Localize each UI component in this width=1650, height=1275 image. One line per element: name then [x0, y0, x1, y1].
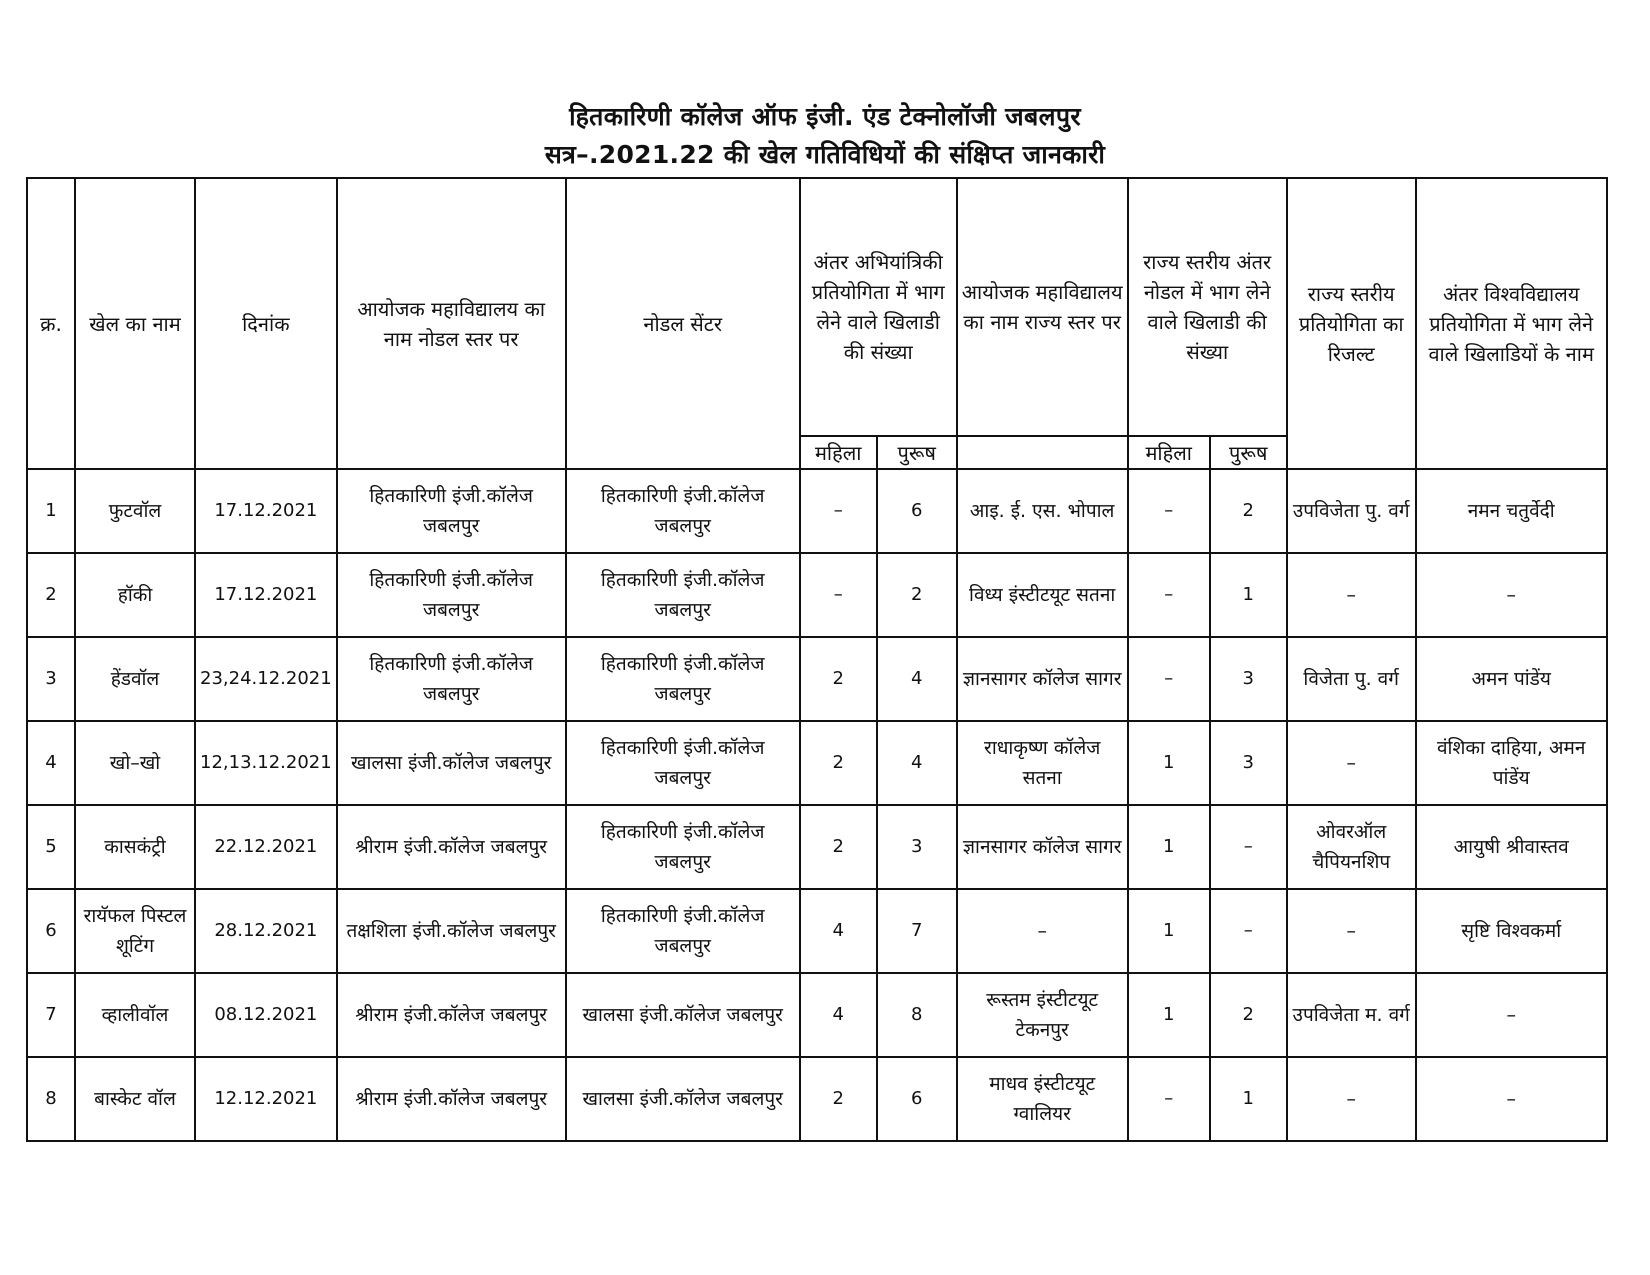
cell-sn-male: – — [1210, 889, 1287, 973]
cell-state-result: – — [1287, 721, 1416, 805]
cell-organizer-nodal: हितकारिणी इंजी.कॉलेज जबलपुर — [337, 469, 566, 553]
cell-sport: रायॅफल पिस्टल शूटिंग — [75, 889, 195, 973]
cell-sport: कासकंट्री — [75, 805, 195, 889]
cell-ie-male: 4 — [877, 637, 957, 721]
cell-ie-male: 6 — [877, 469, 957, 553]
cell-sn-female: 1 — [1128, 889, 1210, 973]
cell-organizer-state: माधव इंस्टीटयूट ग्वालियर — [957, 1057, 1128, 1141]
cell-state-result: ओवरऑल चैपियनशिप — [1287, 805, 1416, 889]
cell-sno: 5 — [27, 805, 75, 889]
header-organizer-state: आयोजक महाविद्यालय का नाम राज्य स्तर पर — [957, 178, 1128, 436]
cell-organizer-state: ज्ञानसागर कॉलेज सागर — [957, 637, 1128, 721]
session-title: सत्र–.2021.22 की खेल गतिविधियों की संक्षिप्त जानकारी — [544, 140, 1106, 169]
header-ie-female: महिला — [800, 436, 877, 469]
cell-organizer-nodal: श्रीराम इंजी.कॉलेज जबलपुर — [337, 973, 566, 1057]
table-row — [27, 1057, 1607, 1141]
cell-organizer-state: ज्ञानसागर कॉलेज सागर — [957, 805, 1128, 889]
cell-date: 17.12.2021 — [195, 469, 337, 553]
cell-sno: 8 — [27, 1057, 75, 1141]
cell-sn-female: – — [1128, 1057, 1210, 1141]
table-row — [27, 637, 1607, 721]
header-state-inter-nodal: राज्य स्तरीय अंतर नोडल में भाग लेने वाले खिलाडी की संख्या — [1128, 178, 1287, 436]
cell-inter-university: सृष्टि विश्वकर्मा — [1416, 889, 1607, 973]
cell-sn-female: – — [1128, 637, 1210, 721]
cell-state-result: उपविजेता म. वर्ग — [1287, 973, 1416, 1057]
header-state-result: राज्य स्तरीय प्रतियोगिता का रिजल्ट — [1287, 178, 1416, 469]
cell-sn-male: 1 — [1210, 1057, 1287, 1141]
cell-state-result: उपविजेता पु. वर्ग — [1287, 469, 1416, 553]
cell-ie-female: 4 — [800, 973, 877, 1057]
cell-ie-female: – — [800, 553, 877, 637]
cell-inter-university: आयुषी श्रीवास्तव — [1416, 805, 1607, 889]
table-row — [27, 973, 1607, 1057]
cell-sno: 3 — [27, 637, 75, 721]
college-title: हितकारिणी कॉलेज ऑफ इंजी. एंड टेक्नोलॉजी जबलपुर — [569, 102, 1081, 131]
cell-date: 12.12.2021 — [195, 1057, 337, 1141]
header-sn-male: पुरूष — [1210, 436, 1287, 469]
header-inter-university: अंतर विश्वविद्यालय प्रतियोगिता में भाग लेने वाले खिलाडियों के नाम — [1416, 178, 1607, 469]
cell-ie-male: 3 — [877, 805, 957, 889]
cell-organizer-state: आइ. ई. एस. भोपाल — [957, 469, 1128, 553]
cell-sno: 4 — [27, 721, 75, 805]
cell-sno: 2 — [27, 553, 75, 637]
table-row — [27, 553, 1607, 637]
cell-sport: हॉकी — [75, 553, 195, 637]
cell-organizer-nodal: तक्षशिला इंजी.कॉलेज जबलपुर — [337, 889, 566, 973]
cell-organizer-state: – — [957, 889, 1128, 973]
cell-inter-university: नमन चतुर्वेदी — [1416, 469, 1607, 553]
cell-sport: खो–खो — [75, 721, 195, 805]
cell-organizer-nodal: श्रीराम इंजी.कॉलेज जबलपुर — [337, 805, 566, 889]
cell-inter-university: – — [1416, 1057, 1607, 1141]
header-sno: क्र. — [27, 178, 75, 469]
cell-state-result: – — [1287, 1057, 1416, 1141]
cell-state-result: – — [1287, 889, 1416, 973]
cell-organizer-nodal: खालसा इंजी.कॉलेज जबलपुर — [337, 721, 566, 805]
cell-date: 22.12.2021 — [195, 805, 337, 889]
cell-nodal-center: खालसा इंजी.कॉलेज जबलपुर — [566, 973, 800, 1057]
cell-organizer-state: राधाकृष्ण कॉलेज सतना — [957, 721, 1128, 805]
cell-nodal-center: हितकारिणी इंजी.कॉलेज जबलपुर — [566, 889, 800, 973]
cell-ie-male: 7 — [877, 889, 957, 973]
cell-sn-male: 3 — [1210, 637, 1287, 721]
cell-sn-male: 2 — [1210, 469, 1287, 553]
cell-state-result: – — [1287, 553, 1416, 637]
cell-ie-female: 2 — [800, 721, 877, 805]
cell-date: 08.12.2021 — [195, 973, 337, 1057]
header-date: दिनांक — [195, 178, 337, 469]
cell-ie-female: – — [800, 469, 877, 553]
table-row — [27, 889, 1607, 973]
cell-state-result: विजेता पु. वर्ग — [1287, 637, 1416, 721]
header-sn-female: महिला — [1128, 436, 1210, 469]
header-organizer-nodal: आयोजक महाविद्यालय का नाम नोडल स्तर पर — [337, 178, 566, 469]
document-header — [0, 98, 1650, 174]
cell-ie-female: 2 — [800, 805, 877, 889]
cell-sn-male: 2 — [1210, 973, 1287, 1057]
cell-sno: 6 — [27, 889, 75, 973]
cell-date: 23,24.12.2021 — [195, 637, 337, 721]
cell-sn-male: 1 — [1210, 553, 1287, 637]
cell-date: 28.12.2021 — [195, 889, 337, 973]
cell-sn-female: 1 — [1128, 721, 1210, 805]
cell-nodal-center: हितकारिणी इंजी.कॉलेज जबलपुर — [566, 469, 800, 553]
cell-ie-male: 6 — [877, 1057, 957, 1141]
cell-date: 12,13.12.2021 — [195, 721, 337, 805]
sports-activities-table — [26, 177, 1608, 1142]
header-nodal-center: नोडल सेंटर — [566, 178, 800, 469]
cell-sport: व्हालीवॉल — [75, 973, 195, 1057]
cell-organizer-nodal: हितकारिणी इंजी.कॉलेज जबलपुर — [337, 637, 566, 721]
table-row — [27, 805, 1607, 889]
cell-sport: फुटवॉल — [75, 469, 195, 553]
cell-sn-female: – — [1128, 469, 1210, 553]
cell-sport: हेंडवॉल — [75, 637, 195, 721]
cell-nodal-center: हितकारिणी इंजी.कॉलेज जबलपुर — [566, 721, 800, 805]
cell-date: 17.12.2021 — [195, 553, 337, 637]
cell-ie-female: 2 — [800, 1057, 877, 1141]
cell-ie-male: 4 — [877, 721, 957, 805]
cell-organizer-state: रूस्तम इंस्टीटयूट टेकनपुर — [957, 973, 1128, 1057]
cell-sn-female: 1 — [1128, 973, 1210, 1057]
cell-nodal-center: हितकारिणी इंजी.कॉलेज जबलपुर — [566, 637, 800, 721]
table-row — [27, 721, 1607, 805]
cell-sn-female: 1 — [1128, 805, 1210, 889]
cell-sn-female: – — [1128, 553, 1210, 637]
cell-inter-university: अमन पांडेंय — [1416, 637, 1607, 721]
cell-ie-female: 2 — [800, 637, 877, 721]
header-inter-engineering: अंतर अभियांत्रिकी प्रतियोगिता में भाग लेने वाले खिलाडी की संख्या — [800, 178, 957, 436]
cell-organizer-nodal: हितकारिणी इंजी.कॉलेज जबलपुर — [337, 553, 566, 637]
cell-inter-university: – — [1416, 973, 1607, 1057]
cell-inter-university: वंशिका दाहिया, अमन पांडेंय — [1416, 721, 1607, 805]
cell-nodal-center: हितकारिणी इंजी.कॉलेज जबलपुर — [566, 553, 800, 637]
header-ie-male: पुरूष — [877, 436, 957, 469]
cell-nodal-center: खालसा इंजी.कॉलेज जबलपुर — [566, 1057, 800, 1141]
cell-nodal-center: हितकारिणी इंजी.कॉलेज जबलपुर — [566, 805, 800, 889]
cell-organizer-state: विध्य इंस्टीटयूट सतना — [957, 553, 1128, 637]
cell-ie-male: 2 — [877, 553, 957, 637]
cell-sno: 1 — [27, 469, 75, 553]
header-sport: खेल का नाम — [75, 178, 195, 469]
cell-sno: 7 — [27, 973, 75, 1057]
cell-ie-female: 4 — [800, 889, 877, 973]
cell-ie-male: 8 — [877, 973, 957, 1057]
table-row — [27, 469, 1607, 553]
header-organizer-state-blank — [957, 436, 1128, 469]
cell-organizer-nodal: श्रीराम इंजी.कॉलेज जबलपुर — [337, 1057, 566, 1141]
cell-sn-male: 3 — [1210, 721, 1287, 805]
cell-inter-university: – — [1416, 553, 1607, 637]
cell-sport: बास्केट वॉल — [75, 1057, 195, 1141]
cell-sn-male: – — [1210, 805, 1287, 889]
